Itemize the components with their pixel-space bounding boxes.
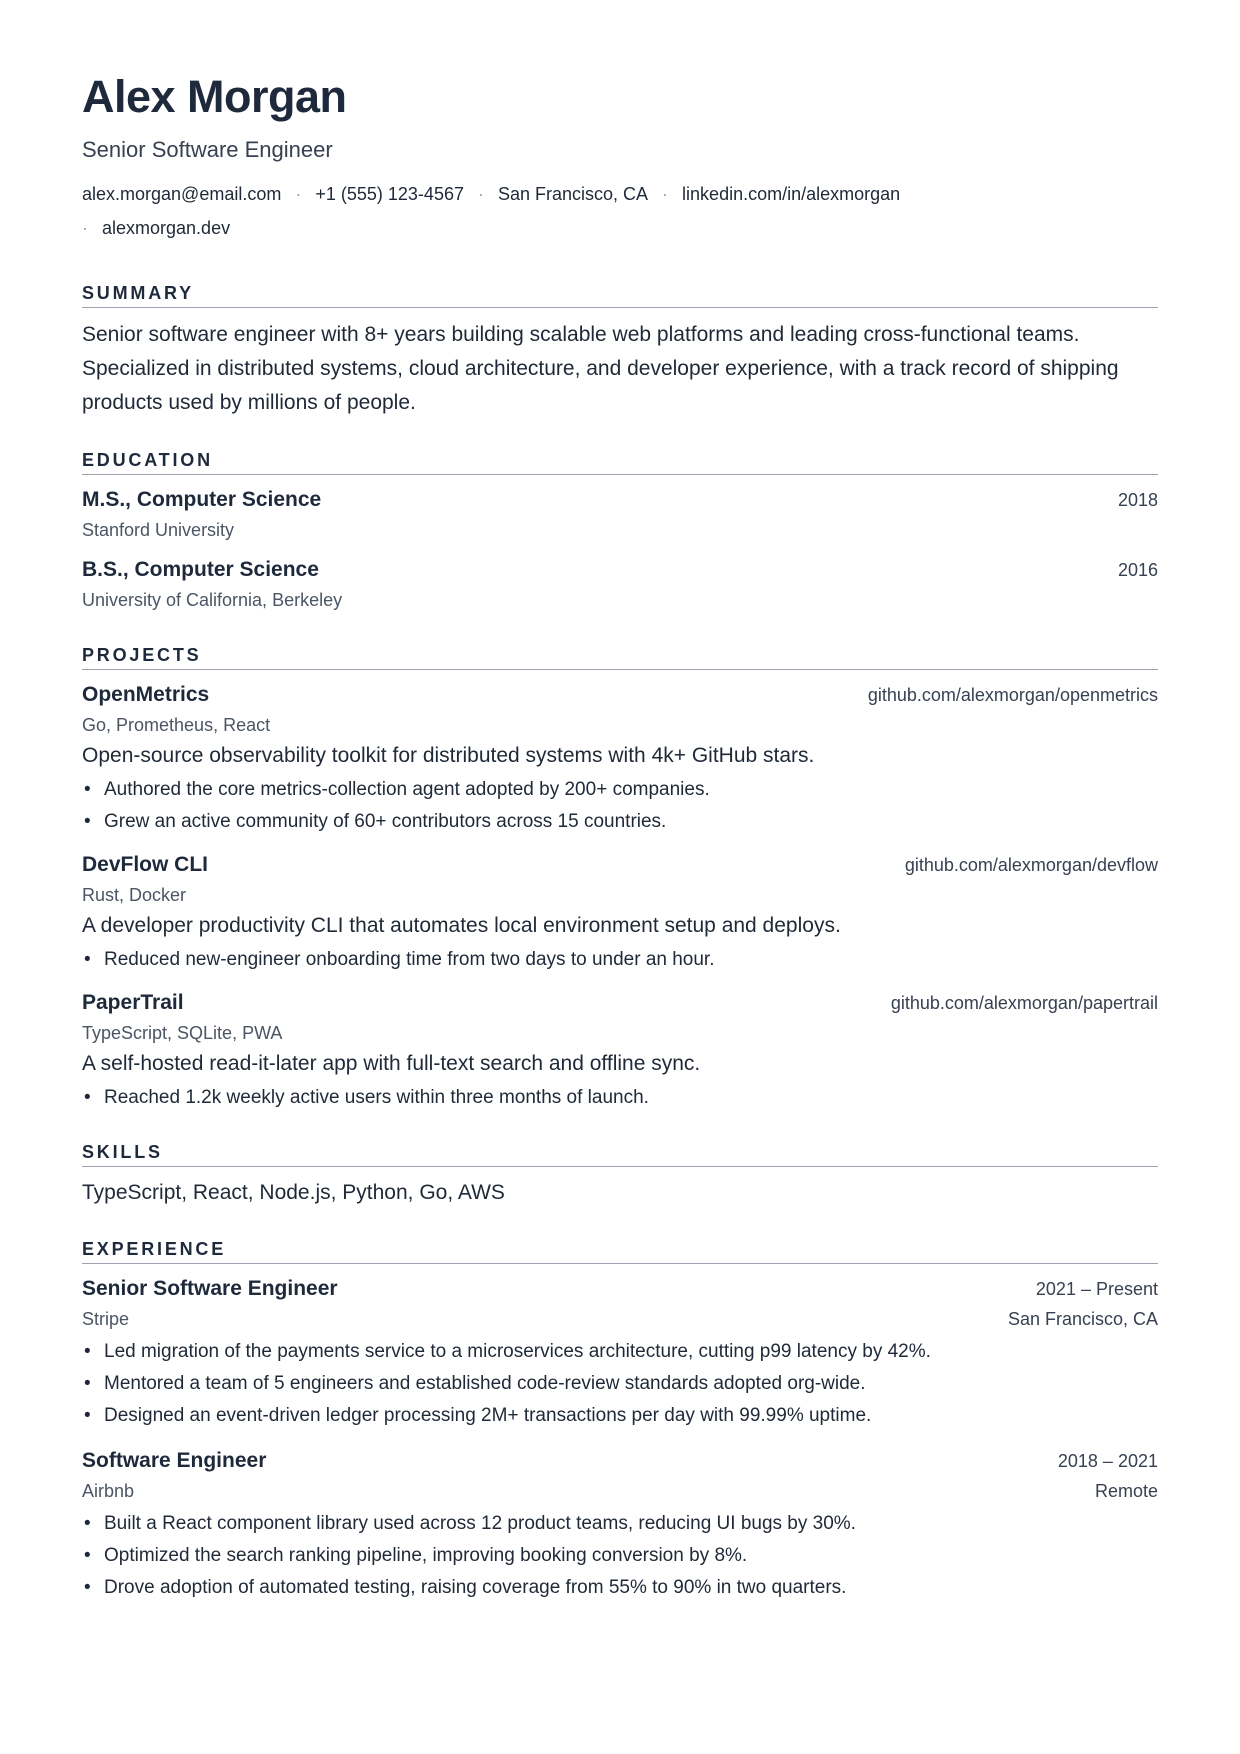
degree-year: 2016 bbox=[1117, 560, 1158, 581]
project-entry bbox=[82, 680, 1158, 838]
contact-separator: · bbox=[82, 218, 88, 239]
school-name: University of California, Berkeley bbox=[82, 590, 343, 611]
project-name: OpenMetrics bbox=[82, 683, 210, 707]
education-section bbox=[82, 450, 1158, 615]
project-bullets bbox=[82, 774, 1158, 838]
project-tech: Rust, Docker bbox=[82, 885, 187, 906]
contact-separator: · bbox=[662, 184, 669, 205]
job-role: Senior Software Engineer bbox=[82, 1277, 338, 1301]
summary-section bbox=[82, 283, 1158, 420]
education-entry bbox=[82, 485, 1158, 545]
candidate-headline: Senior Software Engineer bbox=[82, 137, 333, 162]
section-title-projects: PROJECTS bbox=[82, 645, 1158, 670]
job-location: San Francisco, CA bbox=[1007, 1309, 1158, 1330]
job-dates: 2018 – 2021 bbox=[1057, 1451, 1158, 1472]
degree-title: M.S., Computer Science bbox=[82, 488, 322, 512]
project-link[interactable]: github.com/alexmorgan/devflow bbox=[904, 855, 1158, 876]
summary-text: Senior software engineer with 8+ years building scalable web platforms and leading cross-functional teams. Specialized in distributed systems, cloud architecture, and developer experience, with a track record of shipping products used by millions of people. bbox=[82, 323, 1119, 415]
contact-phone: +1 (555) 123-4567 bbox=[315, 184, 464, 205]
contact-line bbox=[82, 177, 982, 245]
contact-email: alex.morgan@email.com bbox=[82, 184, 282, 205]
experience-section bbox=[82, 1239, 1158, 1604]
job-dates: 2021 – Present bbox=[1035, 1279, 1158, 1300]
degree-title: B.S., Computer Science bbox=[82, 558, 319, 582]
bullet-item: • Mentored a team of 5 engineers and established code-review standards adopted org-wide. bbox=[82, 1368, 1158, 1400]
project-description: A developer productivity CLI that automates local environment setup and deploys. bbox=[82, 914, 841, 938]
project-description: A self-hosted read-it-later app with full-text search and offline sync. bbox=[82, 1052, 701, 1076]
job-bullets bbox=[82, 1336, 1158, 1432]
project-bullets bbox=[82, 1082, 1158, 1114]
project-tech: TypeScript, SQLite, PWA bbox=[82, 1023, 283, 1044]
education-entry bbox=[82, 555, 1158, 615]
job-company: Airbnb bbox=[82, 1481, 135, 1502]
bullet-item: • Drove adoption of automated testing, raising coverage from 55% to 90% in two quarters. bbox=[82, 1572, 1158, 1604]
project-name: PaperTrail bbox=[82, 991, 184, 1015]
job-company: Stripe bbox=[82, 1309, 130, 1330]
bullet-item: • Designed an event-driven ledger processing 2M+ transactions per day with 99.99% uptime. bbox=[82, 1400, 1158, 1432]
project-description: Open-source observability toolkit for distributed systems with 4k+ GitHub stars. bbox=[82, 744, 815, 768]
project-tech: Go, Prometheus, React bbox=[82, 715, 271, 736]
projects-section bbox=[82, 645, 1158, 1114]
bullet-item: • Reduced new-engineer onboarding time from two days to under an hour. bbox=[82, 944, 1158, 976]
section-title-summary: SUMMARY bbox=[82, 283, 1158, 308]
experience-entry bbox=[82, 1274, 1158, 1432]
bullet-item: • Authored the core metrics-collection agent adopted by 200+ companies. bbox=[82, 774, 1158, 806]
contact-separator: · bbox=[295, 184, 302, 205]
bullet-item: • Grew an active community of 60+ contributors across 15 countries. bbox=[82, 806, 1158, 838]
bullet-item: • Built a React component library used across 12 product teams, reducing UI bugs by 30%. bbox=[82, 1508, 1158, 1540]
job-role: Software Engineer bbox=[82, 1449, 267, 1473]
contact-location: San Francisco, CA bbox=[497, 184, 649, 205]
bullet-item: • Reached 1.2k weekly active users within three months of launch. bbox=[82, 1082, 1158, 1114]
candidate-name: Alex Morgan bbox=[82, 71, 347, 122]
degree-year: 2018 bbox=[1117, 490, 1158, 511]
resume-header bbox=[82, 71, 1158, 245]
section-title-skills: SKILLS bbox=[82, 1142, 1158, 1167]
project-link[interactable]: github.com/alexmorgan/openmetrics bbox=[867, 685, 1158, 706]
skills-section bbox=[82, 1142, 1158, 1209]
skills-text: TypeScript, React, Node.js, Python, Go, AWS bbox=[82, 1181, 505, 1205]
bullet-item: • Optimized the search ranking pipeline, improving booking conversion by 8%. bbox=[82, 1540, 1158, 1572]
project-entry bbox=[82, 988, 1158, 1114]
experience-entry bbox=[82, 1446, 1158, 1604]
project-name: DevFlow CLI bbox=[82, 853, 209, 877]
contact-website: alexmorgan.dev bbox=[102, 218, 231, 239]
contact-linkedin: linkedin.com/in/alexmorgan bbox=[682, 184, 901, 205]
job-location: Remote bbox=[1094, 1481, 1158, 1502]
bullet-item: • Led migration of the payments service to a microservices architecture, cutting p99 latency by 42%. bbox=[82, 1336, 1158, 1368]
project-bullets bbox=[82, 944, 1158, 976]
section-title-education: EDUCATION bbox=[82, 450, 1158, 475]
job-bullets bbox=[82, 1508, 1158, 1604]
school-name: Stanford University bbox=[82, 520, 235, 541]
section-title-experience: EXPERIENCE bbox=[82, 1239, 1158, 1264]
project-link[interactable]: github.com/alexmorgan/papertrail bbox=[890, 993, 1158, 1014]
project-entry bbox=[82, 850, 1158, 976]
contact-separator: · bbox=[477, 184, 484, 205]
